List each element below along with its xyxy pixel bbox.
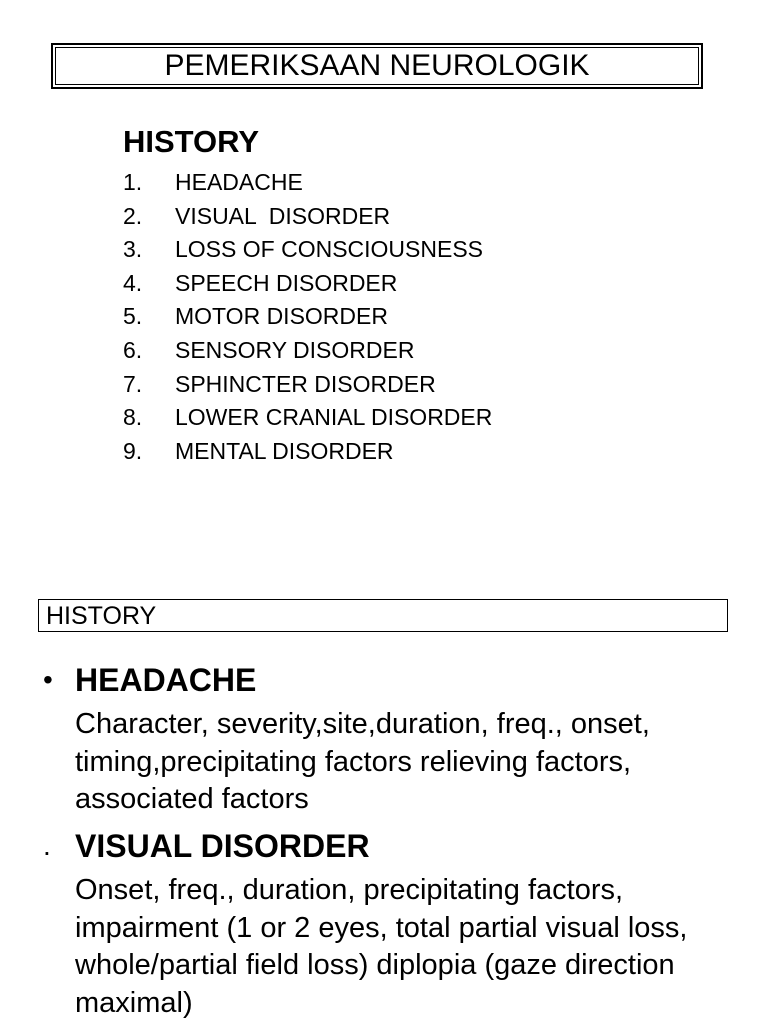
section-title: VISUAL DISORDER bbox=[75, 828, 370, 864]
list-item-text: SENSORY DISORDER bbox=[175, 336, 415, 363]
list-item-number: 9. bbox=[123, 437, 143, 464]
history-list bbox=[123, 166, 492, 468]
list-item-text: MENTAL DISORDER bbox=[175, 437, 394, 464]
list-item-number: 5. bbox=[123, 303, 143, 330]
list-item-text: SPHINCTER DISORDER bbox=[175, 370, 436, 397]
list-item bbox=[123, 435, 492, 469]
history-heading: HISTORY bbox=[123, 124, 260, 159]
list-item bbox=[123, 233, 492, 267]
slide-title-box bbox=[51, 43, 703, 89]
list-item bbox=[123, 200, 492, 234]
list-item-number: 2. bbox=[123, 202, 143, 229]
list-item bbox=[123, 166, 492, 200]
list-item-text: LOWER CRANIAL DISORDER bbox=[175, 404, 493, 431]
section-body: Onset, freq., duration, precipitating factors, impairment (1 or 2 eyes, total partial visual loss, whole/partial field loss) diplopia (gaze direction maximal) bbox=[75, 874, 688, 1019]
list-item-text: MOTOR DISORDER bbox=[175, 303, 388, 330]
list-item-number: 3. bbox=[123, 236, 143, 263]
section-title: HEADACHE bbox=[75, 662, 257, 698]
list-item-number: 1. bbox=[123, 169, 143, 195]
section-body: Character, severity,site,duration, freq., onset, timing,precipitating factors relieving factors, associated factors bbox=[75, 708, 650, 815]
list-item-text: SPEECH DISORDER bbox=[175, 269, 398, 296]
list-item-number: 4. bbox=[123, 269, 143, 296]
bullet-marker: • bbox=[43, 664, 53, 695]
bullet-marker: . bbox=[43, 830, 51, 861]
slide-title: PEMERIKSAAN NEUROLOGIK bbox=[164, 49, 590, 82]
list-item-number: 8. bbox=[123, 404, 143, 431]
section-header-box: HISTORY bbox=[38, 599, 728, 632]
list-item bbox=[123, 300, 492, 334]
list-item bbox=[123, 267, 492, 301]
list-item-text: HEADACHE bbox=[175, 169, 303, 195]
list-item bbox=[123, 334, 492, 368]
list-item-number: 7. bbox=[123, 370, 143, 397]
list-item bbox=[123, 368, 492, 402]
list-item-text: VISUAL DISORDER bbox=[175, 202, 391, 229]
list-item bbox=[123, 401, 492, 435]
list-item-text: LOSS OF CONSCIOUSNESS bbox=[175, 236, 484, 263]
list-item-number: 6. bbox=[123, 336, 143, 363]
